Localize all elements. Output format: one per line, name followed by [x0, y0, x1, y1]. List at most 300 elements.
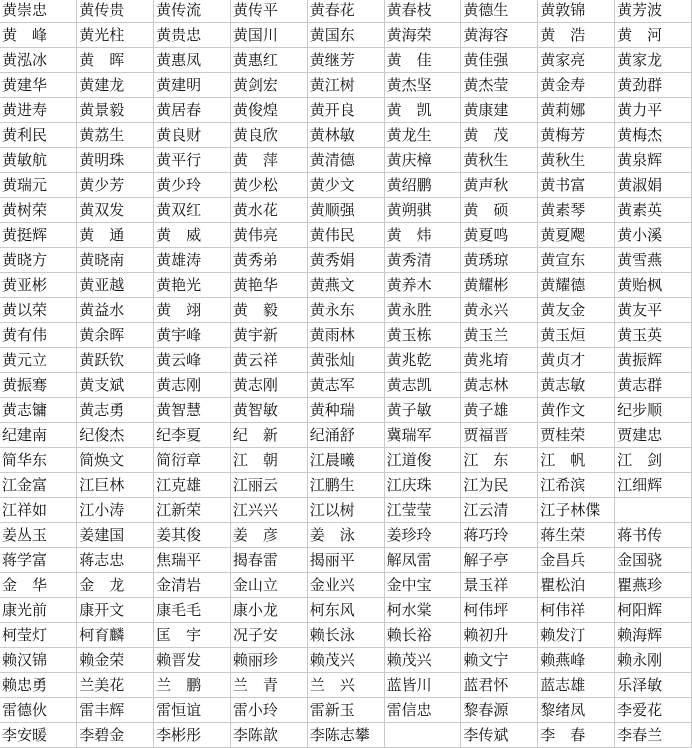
- table-row: [0, 473, 692, 498]
- name-cell[interactable]: 金 龙: [77, 573, 154, 598]
- name-cell[interactable]: 蒋生荣: [538, 523, 615, 548]
- name-cell[interactable]: 黄秀娟: [307, 248, 384, 273]
- table-row: [0, 598, 692, 623]
- name-cell[interactable]: 黄梅芳: [538, 123, 615, 148]
- name-cell[interactable]: 黄智敏: [230, 398, 307, 423]
- table-row: [0, 273, 692, 298]
- name-cell[interactable]: 黄 翊: [154, 298, 231, 323]
- name-cell[interactable]: 冀瑞军: [384, 423, 461, 448]
- name-cell[interactable]: 黄益水: [77, 298, 154, 323]
- name-cell[interactable]: 蒋巧玲: [461, 523, 538, 548]
- table-row: [0, 723, 692, 748]
- name-cell[interactable]: 黄俊煌: [230, 98, 307, 123]
- name-cell[interactable]: 黄明珠: [77, 148, 154, 173]
- name-cell[interactable]: 纪步顺: [615, 398, 692, 423]
- name-cell[interactable]: 黄贞才: [538, 348, 615, 373]
- name-cell[interactable]: 黄 通: [77, 223, 154, 248]
- name-cell[interactable]: 雷德伙: [0, 698, 77, 723]
- name-cell[interactable]: 黄海容: [461, 23, 538, 48]
- name-cell[interactable]: 黄秀清: [384, 248, 461, 273]
- name-cell[interactable]: 赖文宁: [461, 648, 538, 673]
- name-cell[interactable]: 赖丽珍: [230, 648, 307, 673]
- name-cell[interactable]: 江巨林: [77, 473, 154, 498]
- name-cell[interactable]: 赖长泳: [307, 623, 384, 648]
- name-cell[interactable]: 李春兰: [615, 723, 692, 748]
- table-row: [0, 548, 692, 573]
- name-cell[interactable]: 黄玉兰: [461, 323, 538, 348]
- name-cell[interactable]: 雷信忠: [384, 698, 461, 723]
- name-cell[interactable]: 黄朔骐: [384, 198, 461, 223]
- name-cell[interactable]: 黄伟亮: [230, 223, 307, 248]
- name-cell[interactable]: 李安暖: [0, 723, 77, 748]
- name-cell[interactable]: 黄少文: [307, 173, 384, 198]
- table-row: [0, 73, 692, 98]
- name-cell[interactable]: 瞿燕珍: [615, 573, 692, 598]
- name-cell[interactable]: 贾福晋: [461, 423, 538, 448]
- name-cell[interactable]: 黄耀德: [538, 273, 615, 298]
- name-cell[interactable]: 雷新玉: [307, 698, 384, 723]
- name-cell[interactable]: 兰美花: [77, 673, 154, 698]
- name-cell[interactable]: 黄江树: [307, 73, 384, 98]
- name-cell[interactable]: 黄秀弟: [230, 248, 307, 273]
- name-cell[interactable]: 黄养木: [384, 273, 461, 298]
- name-cell[interactable]: 黄家龙: [615, 48, 692, 73]
- table-row: [0, 23, 692, 48]
- name-cell[interactable]: 蓝志雄: [538, 673, 615, 698]
- name-cell[interactable]: 柯东风: [307, 598, 384, 623]
- name-cell[interactable]: 黄良欣: [230, 123, 307, 148]
- name-cell[interactable]: 黎绪凤: [538, 698, 615, 723]
- name-cell[interactable]: 黄建华: [0, 73, 77, 98]
- name-cell[interactable]: 黄绍鹏: [384, 173, 461, 198]
- name-cell[interactable]: 纪建南: [0, 423, 77, 448]
- name-cell[interactable]: 黄宣东: [538, 248, 615, 273]
- name-cell[interactable]: 黄晓南: [77, 248, 154, 273]
- name-cell[interactable]: 金昌兵: [538, 548, 615, 573]
- name-cell[interactable]: 黄家亮: [538, 48, 615, 73]
- name-cell[interactable]: 金清岩: [154, 573, 231, 598]
- name-cell[interactable]: 黄海荣: [384, 23, 461, 48]
- name-cell[interactable]: 黄少松: [230, 173, 307, 198]
- name-cell[interactable]: 黄双发: [77, 198, 154, 223]
- name-cell[interactable]: 姜丛玉: [0, 523, 77, 548]
- name-cell[interactable]: 黄国川: [230, 23, 307, 48]
- name-cell[interactable]: 黎春源: [461, 698, 538, 723]
- table-row: [0, 148, 692, 173]
- name-cell[interactable]: 雷丰辉: [77, 698, 154, 723]
- name-cell[interactable]: 黄志刚: [154, 373, 231, 398]
- name-cell[interactable]: 黄志军: [307, 373, 384, 398]
- name-cell[interactable]: 李传斌: [461, 723, 538, 748]
- name-cell[interactable]: 赖晋发: [154, 648, 231, 673]
- name-cell[interactable]: 黄开良: [307, 98, 384, 123]
- name-cell[interactable]: 黄顺强: [307, 198, 384, 223]
- name-cell[interactable]: 江 东: [461, 448, 538, 473]
- name-cell[interactable]: 黄水花: [230, 198, 307, 223]
- name-cell[interactable]: 景玉祥: [461, 573, 538, 598]
- name-cell[interactable]: 黄雄涛: [154, 248, 231, 273]
- name-cell[interactable]: 赖长裕: [384, 623, 461, 648]
- name-cell[interactable]: 黄惠红: [230, 48, 307, 73]
- name-cell[interactable]: 黄龙生: [384, 123, 461, 148]
- name-cell[interactable]: 黄传流: [154, 0, 231, 23]
- name-cell[interactable]: 黄支斌: [77, 373, 154, 398]
- name-cell[interactable]: 江 帆: [538, 448, 615, 473]
- name-cell[interactable]: 黄元立: [0, 348, 77, 373]
- name-cell[interactable]: 黄 萍: [230, 148, 307, 173]
- name-cell[interactable]: 蓝君怀: [461, 673, 538, 698]
- table-row: [0, 698, 692, 723]
- table-row: [0, 498, 692, 523]
- name-cell[interactable]: 江庆珠: [384, 473, 461, 498]
- name-cell[interactable]: 赖金荣: [77, 648, 154, 673]
- name-cell[interactable]: 李碧金: [77, 723, 154, 748]
- name-cell[interactable]: 黄进寿: [0, 98, 77, 123]
- name-cell[interactable]: 黄国东: [307, 23, 384, 48]
- name-cell[interactable]: 雷恒谊: [154, 698, 231, 723]
- name-cell[interactable]: 金山立: [230, 573, 307, 598]
- name-cell[interactable]: 黄树荣: [0, 198, 77, 223]
- name-cell[interactable]: 黄雨林: [307, 323, 384, 348]
- name-cell[interactable]: 黄永兴: [461, 298, 538, 323]
- name-cell[interactable]: 贾建忠: [615, 423, 692, 448]
- name-cell[interactable]: 黄云峰: [154, 348, 231, 373]
- name-cell[interactable]: 黄居春: [154, 98, 231, 123]
- name-cell[interactable]: 康小龙: [230, 598, 307, 623]
- table-row: [0, 673, 692, 698]
- name-cell[interactable]: 黄有伟: [0, 323, 77, 348]
- name-cell[interactable]: 黄 威: [154, 223, 231, 248]
- name-cell[interactable]: 赖海辉: [615, 623, 692, 648]
- name-cell[interactable]: 黄泓冰: [0, 48, 77, 73]
- name-cell[interactable]: 黄跃钦: [77, 348, 154, 373]
- name-cell[interactable]: 黄燕文: [307, 273, 384, 298]
- name-cell[interactable]: 黄 茂: [461, 123, 538, 148]
- table-row: [0, 173, 692, 198]
- name-cell[interactable]: 黄艳华: [230, 273, 307, 298]
- name-cell[interactable]: 黄晓方: [0, 248, 77, 273]
- name-cell[interactable]: 黄种瑞: [307, 398, 384, 423]
- name-cell[interactable]: 兰 青: [230, 673, 307, 698]
- name-cell[interactable]: 黄振骞: [0, 373, 77, 398]
- name-cell[interactable]: 黄劲群: [615, 73, 692, 98]
- name-cell[interactable]: 黄兆乾: [384, 348, 461, 373]
- name-cell[interactable]: 江为民: [461, 473, 538, 498]
- name-cell[interactable]: 黄少玲: [154, 173, 231, 198]
- name-cell[interactable]: 黄力平: [615, 98, 692, 123]
- name-cell[interactable]: 黄玉栋: [384, 323, 461, 348]
- name-cell[interactable]: 蒋书传: [615, 523, 692, 548]
- name-cell[interactable]: 黄 河: [615, 23, 692, 48]
- name-cell[interactable]: 瞿松泊: [538, 573, 615, 598]
- name-cell[interactable]: 黄林敏: [307, 123, 384, 148]
- name-cell[interactable]: 姜建国: [77, 523, 154, 548]
- name-cell[interactable]: 黄友平: [615, 298, 692, 323]
- name-cell[interactable]: 黄传平: [230, 0, 307, 23]
- name-cell[interactable]: 黄惠凤: [154, 48, 231, 73]
- name-cell[interactable]: 黄康建: [461, 98, 538, 123]
- table-row: [0, 623, 692, 648]
- name-cell[interactable]: 赖发汀: [538, 623, 615, 648]
- name-cell[interactable]: 焦瑞平: [154, 548, 231, 573]
- name-cell[interactable]: 黄振辉: [615, 348, 692, 373]
- name-cell[interactable]: 黄 佳: [384, 48, 461, 73]
- name-cell[interactable]: 乐泽敏: [615, 673, 692, 698]
- name-cell[interactable]: 赖忠勇: [0, 673, 77, 698]
- name-cell[interactable]: 江云清: [461, 498, 538, 523]
- name-cell[interactable]: 赖茂兴: [384, 648, 461, 673]
- table-row: [0, 248, 692, 273]
- name-cell[interactable]: [384, 723, 461, 748]
- name-cell[interactable]: 黄 硕: [461, 198, 538, 223]
- name-cell[interactable]: 黄挺辉: [0, 223, 77, 248]
- name-cell[interactable]: 蓝皆川: [384, 673, 461, 698]
- name-cell[interactable]: 黄杰莹: [461, 73, 538, 98]
- name-cell[interactable]: 雷小玲: [230, 698, 307, 723]
- name-cell[interactable]: 黄以荣: [0, 298, 77, 323]
- name-cell[interactable]: 黄建明: [154, 73, 231, 98]
- name-cell[interactable]: 兰 兴: [307, 673, 384, 698]
- name-cell[interactable]: 黄杰坚: [384, 73, 461, 98]
- name-cell[interactable]: 黄清德: [307, 148, 384, 173]
- name-cell[interactable]: 黄 炜: [384, 223, 461, 248]
- name-cell[interactable]: 黄艳光: [154, 273, 231, 298]
- name-cell[interactable]: 黄泉辉: [615, 148, 692, 173]
- name-cell[interactable]: 黄 峰: [0, 23, 77, 48]
- name-cell[interactable]: 黄利民: [0, 123, 77, 148]
- name-cell[interactable]: 黄志敏: [538, 373, 615, 398]
- name-cell[interactable]: 柯伟祥: [538, 598, 615, 623]
- name-cell[interactable]: 江晨曦: [307, 448, 384, 473]
- name-cell[interactable]: 黄梅杰: [615, 123, 692, 148]
- table-row: [0, 348, 692, 373]
- name-cell[interactable]: 黄永胜: [384, 298, 461, 323]
- name-cell[interactable]: 黄志勇: [77, 398, 154, 423]
- name-cell[interactable]: 江新荣: [154, 498, 231, 523]
- name-cell[interactable]: 匡 宇: [154, 623, 231, 648]
- name-cell[interactable]: 李爱花: [615, 698, 692, 723]
- name-cell[interactable]: 黄良财: [154, 123, 231, 148]
- name-cell[interactable]: 金国骁: [615, 548, 692, 573]
- name-cell[interactable]: 黄双红: [154, 198, 231, 223]
- name-cell[interactable]: 黄 晖: [77, 48, 154, 73]
- name-cell[interactable]: 黄金寿: [538, 73, 615, 98]
- name-cell[interactable]: 黄友金: [538, 298, 615, 323]
- name-cell[interactable]: 江兴兴: [230, 498, 307, 523]
- name-cell[interactable]: 黄志林: [461, 373, 538, 398]
- name-cell[interactable]: 黄书富: [538, 173, 615, 198]
- name-cell[interactable]: 黄佳强: [461, 48, 538, 73]
- table-row: [0, 48, 692, 73]
- name-cell[interactable]: 柯水棠: [384, 598, 461, 623]
- name-cell[interactable]: 黄亚越: [77, 273, 154, 298]
- name-cell[interactable]: 黄声秋: [461, 173, 538, 198]
- name-cell[interactable]: 黄子雄: [461, 398, 538, 423]
- name-cell[interactable]: 黄平行: [154, 148, 231, 173]
- name-cell[interactable]: [615, 498, 692, 523]
- name-cell[interactable]: 黄小溪: [615, 223, 692, 248]
- name-cell[interactable]: 揭丽平: [307, 548, 384, 573]
- name-cell[interactable]: 黄贵忠: [154, 23, 231, 48]
- name-cell[interactable]: 黄志刚: [230, 373, 307, 398]
- name-cell[interactable]: 简焕文: [77, 448, 154, 473]
- name-cell[interactable]: 纪涌舒: [307, 423, 384, 448]
- table-row: [0, 573, 692, 598]
- name-cell[interactable]: 黄玉烜: [538, 323, 615, 348]
- name-cell[interactable]: 赖燕峰: [538, 648, 615, 673]
- name-cell[interactable]: 黄敏航: [0, 148, 77, 173]
- table-row: [0, 398, 692, 423]
- name-cell[interactable]: 黄秋生: [538, 148, 615, 173]
- name-cell[interactable]: 金中宝: [384, 573, 461, 598]
- table-row: [0, 648, 692, 673]
- table-row: [0, 373, 692, 398]
- name-cell[interactable]: 江祥如: [0, 498, 77, 523]
- name-cell[interactable]: 解子亭: [461, 548, 538, 573]
- name-cell[interactable]: 蒋学富: [0, 548, 77, 573]
- name-cell[interactable]: 黄芳波: [615, 0, 692, 23]
- name-cell[interactable]: 金业兴: [307, 573, 384, 598]
- name-cell[interactable]: 况子安: [230, 623, 307, 648]
- name-cell[interactable]: 康开文: [77, 598, 154, 623]
- name-cell[interactable]: 黄淑娟: [615, 173, 692, 198]
- name-cell[interactable]: 江希滨: [538, 473, 615, 498]
- name-cell[interactable]: 柯阳辉: [615, 598, 692, 623]
- name-cell[interactable]: 姜珍玲: [384, 523, 461, 548]
- name-cell[interactable]: 黄耀彬: [461, 273, 538, 298]
- name-cell[interactable]: 黄秋生: [461, 148, 538, 173]
- name-cell[interactable]: 柯伟坪: [461, 598, 538, 623]
- name-cell[interactable]: 黄志镛: [0, 398, 77, 423]
- name-cell[interactable]: 黄兆堉: [461, 348, 538, 373]
- name-cell[interactable]: 江道俊: [384, 448, 461, 473]
- name-cell[interactable]: 黄 浩: [538, 23, 615, 48]
- name-cell[interactable]: 赖永刚: [615, 648, 692, 673]
- name-cell[interactable]: 赖茂兴: [307, 648, 384, 673]
- name-cell[interactable]: 姜 泳: [307, 523, 384, 548]
- name-cell[interactable]: 黄春花: [307, 0, 384, 23]
- name-cell[interactable]: 黄宇新: [230, 323, 307, 348]
- name-cell[interactable]: 康毛毛: [154, 598, 231, 623]
- name-cell[interactable]: 黄志群: [615, 373, 692, 398]
- name-cell[interactable]: 简衍章: [154, 448, 231, 473]
- name-cell[interactable]: 柯育麟: [77, 623, 154, 648]
- table-row: [0, 198, 692, 223]
- name-cell[interactable]: 江以树: [307, 498, 384, 523]
- name-cell[interactable]: 黄作文: [538, 398, 615, 423]
- name-cell[interactable]: 黄建龙: [77, 73, 154, 98]
- name-cell[interactable]: 李彬彤: [154, 723, 231, 748]
- table-row: [0, 223, 692, 248]
- name-cell[interactable]: 姜 彦: [230, 523, 307, 548]
- table-row: [0, 98, 692, 123]
- name-cell[interactable]: 兰 鹏: [154, 673, 231, 698]
- name-cell[interactable]: 江 剑: [615, 448, 692, 473]
- name-cell[interactable]: 江克雄: [154, 473, 231, 498]
- name-cell[interactable]: 江 朝: [230, 448, 307, 473]
- table-row: [0, 523, 692, 548]
- name-cell[interactable]: 黄亚彬: [0, 273, 77, 298]
- name-cell[interactable]: 黄素英: [615, 198, 692, 223]
- name-cell[interactable]: 黄 凯: [384, 98, 461, 123]
- name-cell[interactable]: 黄继芳: [307, 48, 384, 73]
- name-cell[interactable]: 纪李夏: [154, 423, 231, 448]
- name-cell[interactable]: 揭春雷: [230, 548, 307, 573]
- name-cell[interactable]: 黄春枝: [384, 0, 461, 23]
- name-cell[interactable]: 黄玉英: [615, 323, 692, 348]
- name-cell[interactable]: 黄雪燕: [615, 248, 692, 273]
- name-cell[interactable]: 李陈歆: [230, 723, 307, 748]
- name-cell[interactable]: 纪俊杰: [77, 423, 154, 448]
- name-cell[interactable]: 黄夏飔: [538, 223, 615, 248]
- table-row: [0, 423, 692, 448]
- table-row: [0, 0, 692, 23]
- name-cell[interactable]: 江小涛: [77, 498, 154, 523]
- name-cell[interactable]: 黄荔生: [77, 123, 154, 148]
- name-cell[interactable]: 黄崇忠: [0, 0, 77, 23]
- name-cell[interactable]: 江细辉: [615, 473, 692, 498]
- name-cell[interactable]: 解凤雷: [384, 548, 461, 573]
- table-row: [0, 123, 692, 148]
- table-row: [0, 448, 692, 473]
- name-cell[interactable]: 黄贻枫: [615, 273, 692, 298]
- name-cell[interactable]: 江莹莹: [384, 498, 461, 523]
- name-cell[interactable]: 黄光柱: [77, 23, 154, 48]
- name-cell[interactable]: 黄琇琼: [461, 248, 538, 273]
- name-cell[interactable]: 黄夏鸣: [461, 223, 538, 248]
- name-cell[interactable]: 黄传贵: [77, 0, 154, 23]
- name-cell[interactable]: 黄瑞元: [0, 173, 77, 198]
- name-cell[interactable]: 黄云祥: [230, 348, 307, 373]
- name-cell[interactable]: 黄少芳: [77, 173, 154, 198]
- name-cell[interactable]: 黄景毅: [77, 98, 154, 123]
- name-cell[interactable]: 姜其俊: [154, 523, 231, 548]
- name-cell[interactable]: 黄素琴: [538, 198, 615, 223]
- name-cell[interactable]: 江鹏生: [307, 473, 384, 498]
- name-cell[interactable]: 黄志凯: [384, 373, 461, 398]
- name-cell[interactable]: 黄余晖: [77, 323, 154, 348]
- table-row: [0, 298, 692, 323]
- name-cell[interactable]: 李 春: [538, 723, 615, 748]
- name-cell[interactable]: 黄敦锦: [538, 0, 615, 23]
- name-cell[interactable]: 金 华: [0, 573, 77, 598]
- name-cell[interactable]: 简华东: [0, 448, 77, 473]
- name-cell[interactable]: 黄张灿: [307, 348, 384, 373]
- name-cell[interactable]: 纪 新: [230, 423, 307, 448]
- name-cell[interactable]: 李陈志攀: [307, 723, 384, 748]
- name-cell[interactable]: 黄莉娜: [538, 98, 615, 123]
- name-cell[interactable]: 黄宇峰: [154, 323, 231, 348]
- name-cell[interactable]: 赖汉锦: [0, 648, 77, 673]
- name-cell[interactable]: 贾桂荣: [538, 423, 615, 448]
- name-cell[interactable]: 柯莹灯: [0, 623, 77, 648]
- name-cell[interactable]: 黄永东: [307, 298, 384, 323]
- name-cell[interactable]: 黄伟民: [307, 223, 384, 248]
- name-cell[interactable]: 赖初升: [461, 623, 538, 648]
- name-cell[interactable]: 江金富: [0, 473, 77, 498]
- name-cell[interactable]: 黄庆樟: [384, 148, 461, 173]
- name-cell[interactable]: 黄子敏: [384, 398, 461, 423]
- name-cell[interactable]: 黄剑宏: [230, 73, 307, 98]
- name-cell[interactable]: 康光前: [0, 598, 77, 623]
- name-cell[interactable]: 蒋志忠: [77, 548, 154, 573]
- table-row: [0, 323, 692, 348]
- name-cell[interactable]: 黄 毅: [230, 298, 307, 323]
- name-cell[interactable]: 黄德生: [461, 0, 538, 23]
- name-cell[interactable]: 江丽云: [230, 473, 307, 498]
- name-cell[interactable]: 江子林偞: [538, 498, 615, 523]
- name-cell[interactable]: 黄智慧: [154, 398, 231, 423]
